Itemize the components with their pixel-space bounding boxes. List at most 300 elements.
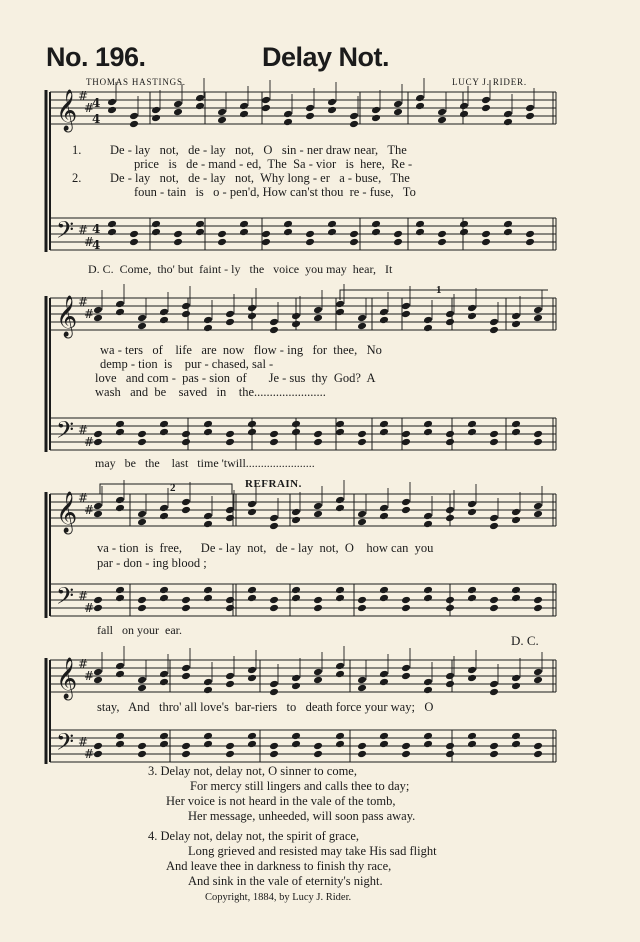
note-head bbox=[159, 586, 169, 595]
note-head bbox=[225, 672, 235, 681]
sharp-icon: # bbox=[78, 423, 89, 437]
ending-bracket bbox=[340, 290, 548, 300]
note-head bbox=[511, 420, 521, 429]
note-head bbox=[159, 678, 169, 687]
note-head bbox=[401, 438, 411, 447]
note-head bbox=[269, 742, 279, 751]
note-head bbox=[173, 100, 183, 109]
note-head bbox=[225, 438, 235, 447]
note-head bbox=[115, 496, 125, 505]
note-head bbox=[107, 98, 117, 107]
note-head bbox=[291, 740, 301, 749]
note-head bbox=[349, 230, 359, 239]
note-head bbox=[467, 674, 477, 683]
note-head bbox=[503, 118, 513, 127]
note-head bbox=[217, 108, 227, 117]
lyric-line: wa - ters of life are now flow - ing for thee, No bbox=[100, 343, 382, 357]
note-head bbox=[437, 230, 447, 239]
note-head bbox=[93, 604, 103, 613]
note-head bbox=[225, 310, 235, 319]
note-head bbox=[115, 594, 125, 603]
note-head bbox=[181, 750, 191, 759]
note-head bbox=[357, 684, 367, 693]
note-head bbox=[533, 430, 543, 439]
note-head bbox=[217, 230, 227, 239]
note-head bbox=[481, 96, 491, 105]
note-head bbox=[511, 428, 521, 437]
note-head bbox=[467, 420, 477, 429]
note-head bbox=[93, 596, 103, 605]
note-head bbox=[481, 238, 491, 247]
note-head bbox=[203, 420, 213, 429]
verse4-line: 4. Delay not, delay not, the spirit of grace, bbox=[148, 829, 360, 843]
note-head bbox=[467, 666, 477, 675]
note-head bbox=[335, 586, 345, 595]
note-head bbox=[357, 438, 367, 447]
note-head bbox=[489, 688, 499, 697]
note-head bbox=[107, 220, 117, 229]
second-ending-mark: 2 bbox=[170, 482, 176, 494]
note-head bbox=[203, 732, 213, 741]
note-head bbox=[401, 604, 411, 613]
note-head bbox=[181, 596, 191, 605]
hymn-title: Delay Not. bbox=[262, 42, 390, 72]
lyric-line: stay, And thro' all love's bar-riers to death force your way; O bbox=[97, 700, 434, 714]
note-head bbox=[511, 320, 521, 329]
note-head bbox=[401, 596, 411, 605]
time-sig-icon: 4 bbox=[92, 222, 101, 236]
note-head bbox=[401, 742, 411, 751]
note-head bbox=[159, 740, 169, 749]
note-head bbox=[217, 238, 227, 247]
note-head bbox=[445, 750, 455, 759]
note-head bbox=[467, 732, 477, 741]
note-head bbox=[181, 672, 191, 681]
note-head bbox=[489, 438, 499, 447]
note-head bbox=[313, 502, 323, 511]
note-head bbox=[203, 512, 213, 521]
note-head bbox=[181, 604, 191, 613]
note-head bbox=[313, 668, 323, 677]
note-head bbox=[181, 438, 191, 447]
note-head bbox=[247, 508, 257, 517]
note-head bbox=[445, 596, 455, 605]
note-head bbox=[261, 96, 271, 105]
note-head bbox=[269, 326, 279, 335]
note-head bbox=[401, 664, 411, 673]
note-head bbox=[357, 322, 367, 331]
note-head bbox=[115, 662, 125, 671]
note-head bbox=[401, 750, 411, 759]
note-head bbox=[313, 314, 323, 323]
note-head bbox=[401, 302, 411, 311]
note-head bbox=[489, 430, 499, 439]
note-head bbox=[511, 594, 521, 603]
note-head bbox=[137, 750, 147, 759]
note-head bbox=[181, 430, 191, 439]
note-head bbox=[379, 504, 389, 513]
note-head bbox=[379, 420, 389, 429]
note-head bbox=[525, 238, 535, 247]
verse1-number: 1. bbox=[72, 143, 82, 157]
verse4-line: Long grieved and resisted may take His sad flight bbox=[188, 844, 437, 858]
sharp-icon: # bbox=[84, 235, 95, 249]
note-head bbox=[335, 594, 345, 603]
sharp-icon: # bbox=[84, 503, 95, 517]
note-head bbox=[115, 670, 125, 679]
note-head bbox=[489, 596, 499, 605]
note-head bbox=[159, 420, 169, 429]
note-head bbox=[305, 238, 315, 247]
note-head bbox=[225, 742, 235, 751]
note-head bbox=[379, 308, 389, 317]
note-head bbox=[423, 740, 433, 749]
note-head bbox=[423, 512, 433, 521]
note-head bbox=[327, 98, 337, 107]
note-head bbox=[533, 596, 543, 605]
note-head bbox=[203, 324, 213, 333]
note-head bbox=[371, 114, 381, 123]
note-head bbox=[137, 438, 147, 447]
note-head bbox=[379, 586, 389, 595]
note-head bbox=[247, 420, 257, 429]
note-head bbox=[159, 316, 169, 325]
first-ending-mark: 1 bbox=[436, 284, 442, 296]
note-head bbox=[313, 430, 323, 439]
note-head bbox=[349, 238, 359, 247]
note-head bbox=[489, 326, 499, 335]
note-head bbox=[181, 310, 191, 319]
note-head bbox=[115, 300, 125, 309]
note-head bbox=[445, 506, 455, 515]
time-sig-icon: 4 bbox=[92, 238, 101, 252]
note-head bbox=[291, 674, 301, 683]
note-head bbox=[533, 676, 543, 685]
composer-credit: THOMAS HASTINGS. bbox=[86, 77, 186, 87]
note-head bbox=[445, 672, 455, 681]
note-head bbox=[349, 120, 359, 129]
sharp-icon: # bbox=[78, 491, 89, 505]
ending-bracket bbox=[100, 484, 232, 494]
note-head bbox=[291, 508, 301, 517]
note-head bbox=[159, 428, 169, 437]
note-head bbox=[533, 510, 543, 519]
note-head bbox=[357, 596, 367, 605]
sharp-icon: # bbox=[84, 435, 95, 449]
note-head bbox=[437, 108, 447, 117]
note-head bbox=[489, 680, 499, 689]
note-head bbox=[283, 118, 293, 127]
note-head bbox=[269, 750, 279, 759]
note-head bbox=[93, 438, 103, 447]
note-head bbox=[283, 110, 293, 119]
note-head bbox=[313, 676, 323, 685]
note-head bbox=[371, 228, 381, 237]
note-head bbox=[93, 750, 103, 759]
note-head bbox=[401, 506, 411, 515]
note-head bbox=[423, 324, 433, 333]
note-head bbox=[423, 428, 433, 437]
note-head bbox=[291, 428, 301, 437]
note-head bbox=[415, 94, 425, 103]
verse4-line: And sink in the vale of eternity's night. bbox=[188, 874, 383, 888]
note-head bbox=[225, 318, 235, 327]
note-head bbox=[467, 312, 477, 321]
note-head bbox=[313, 604, 323, 613]
dc-label: D. C. bbox=[511, 633, 539, 648]
note-head bbox=[269, 680, 279, 689]
note-head bbox=[467, 740, 477, 749]
note-head bbox=[159, 732, 169, 741]
note-head bbox=[225, 750, 235, 759]
note-head bbox=[115, 740, 125, 749]
note-head bbox=[445, 604, 455, 613]
note-head bbox=[393, 108, 403, 117]
note-head bbox=[217, 116, 227, 125]
note-head bbox=[129, 230, 139, 239]
note-head bbox=[379, 670, 389, 679]
note-head bbox=[489, 604, 499, 613]
note-head bbox=[159, 512, 169, 521]
note-head bbox=[459, 220, 469, 229]
note-head bbox=[467, 586, 477, 595]
note-head bbox=[115, 504, 125, 513]
note-head bbox=[291, 420, 301, 429]
refrain-label: REFRAIN. bbox=[245, 478, 302, 490]
author-credit: LUCY J. RIDER. bbox=[452, 77, 527, 87]
note-head bbox=[357, 742, 367, 751]
note-head bbox=[93, 676, 103, 685]
note-head bbox=[93, 502, 103, 511]
note-head bbox=[371, 220, 381, 229]
bass-clef-icon: 𝄢 bbox=[56, 216, 75, 249]
note-head bbox=[511, 682, 521, 691]
note-head bbox=[401, 430, 411, 439]
sharp-icon: # bbox=[84, 601, 95, 615]
note-head bbox=[151, 114, 161, 123]
note-head bbox=[283, 220, 293, 229]
note-head bbox=[247, 304, 257, 313]
lyric-line: foun - tain is o - pen'd, How can'st thou re - fuse, To bbox=[134, 185, 416, 199]
note-head bbox=[393, 230, 403, 239]
note-head bbox=[305, 112, 315, 121]
note-head bbox=[533, 668, 543, 677]
note-head bbox=[291, 320, 301, 329]
note-head bbox=[459, 102, 469, 111]
verse3-line: Her message, unheeded, will soon pass away. bbox=[188, 809, 416, 823]
note-head bbox=[533, 750, 543, 759]
note-head bbox=[349, 112, 359, 121]
note-head bbox=[203, 428, 213, 437]
time-sig-icon: 4 bbox=[92, 96, 101, 110]
note-head bbox=[151, 228, 161, 237]
note-head bbox=[393, 238, 403, 247]
note-head bbox=[379, 678, 389, 687]
lyric-line: De - lay not, de - lay not, Why long - er a - buse, The bbox=[110, 171, 410, 185]
note-head bbox=[533, 742, 543, 751]
note-head bbox=[225, 430, 235, 439]
note-head bbox=[203, 316, 213, 325]
note-head bbox=[335, 670, 345, 679]
note-head bbox=[357, 676, 367, 685]
note-head bbox=[379, 740, 389, 749]
note-head bbox=[423, 732, 433, 741]
note-head bbox=[511, 674, 521, 683]
note-head bbox=[159, 670, 169, 679]
note-head bbox=[371, 106, 381, 115]
note-head bbox=[511, 740, 521, 749]
sharp-icon: # bbox=[78, 657, 89, 671]
note-head bbox=[159, 308, 169, 317]
verse2-number: 2. bbox=[72, 171, 82, 185]
note-head bbox=[437, 238, 447, 247]
note-head bbox=[269, 688, 279, 697]
note-head bbox=[481, 230, 491, 239]
note-head bbox=[137, 510, 147, 519]
sharp-icon: # bbox=[78, 735, 89, 749]
note-head bbox=[335, 308, 345, 317]
note-head bbox=[335, 504, 345, 513]
note-head bbox=[327, 228, 337, 237]
note-head bbox=[137, 684, 147, 693]
note-head bbox=[511, 516, 521, 525]
note-head bbox=[247, 740, 257, 749]
note-head bbox=[489, 750, 499, 759]
note-head bbox=[335, 420, 345, 429]
note-head bbox=[291, 312, 301, 321]
note-head bbox=[181, 498, 191, 507]
note-head bbox=[503, 228, 513, 237]
note-head bbox=[445, 514, 455, 523]
sharp-icon: # bbox=[84, 669, 95, 683]
note-head bbox=[445, 318, 455, 327]
note-head bbox=[269, 318, 279, 327]
note-head bbox=[93, 306, 103, 315]
sharp-icon: # bbox=[84, 307, 95, 321]
note-head bbox=[261, 104, 271, 113]
sharp-icon: # bbox=[84, 747, 95, 761]
note-head bbox=[291, 682, 301, 691]
note-head bbox=[115, 732, 125, 741]
note-head bbox=[261, 238, 271, 247]
note-head bbox=[239, 228, 249, 237]
note-head bbox=[445, 438, 455, 447]
note-head bbox=[335, 428, 345, 437]
note-head bbox=[525, 230, 535, 239]
note-head bbox=[423, 678, 433, 687]
note-head bbox=[291, 586, 301, 595]
treble-clef-icon: 𝄞 bbox=[56, 296, 78, 337]
note-head bbox=[467, 508, 477, 517]
note-head bbox=[357, 314, 367, 323]
verse3-line: For mercy still lingers and calls thee to day; bbox=[190, 779, 410, 793]
note-head bbox=[489, 514, 499, 523]
note-head bbox=[459, 228, 469, 237]
note-head bbox=[437, 116, 447, 125]
note-head bbox=[401, 672, 411, 681]
verse3-line: Her voice is not heard in the vale of the tomb, bbox=[166, 794, 396, 808]
note-head bbox=[151, 106, 161, 115]
sharp-icon: # bbox=[78, 223, 89, 237]
note-head bbox=[401, 498, 411, 507]
note-head bbox=[203, 520, 213, 529]
note-head bbox=[511, 312, 521, 321]
note-head bbox=[445, 742, 455, 751]
note-head bbox=[335, 732, 345, 741]
note-head bbox=[93, 742, 103, 751]
note-head bbox=[305, 230, 315, 239]
note-head bbox=[533, 306, 543, 315]
note-head bbox=[445, 430, 455, 439]
note-head bbox=[467, 500, 477, 509]
note-head bbox=[511, 508, 521, 517]
note-head bbox=[467, 304, 477, 313]
note-head bbox=[379, 316, 389, 325]
note-head bbox=[173, 108, 183, 117]
note-head bbox=[181, 302, 191, 311]
copyright-notice: Copyright, 1884, by Lucy J. Rider. bbox=[205, 892, 352, 903]
note-head bbox=[291, 732, 301, 741]
note-head bbox=[203, 594, 213, 603]
note-head bbox=[195, 228, 205, 237]
note-head bbox=[137, 596, 147, 605]
note-head bbox=[379, 512, 389, 521]
note-head bbox=[335, 662, 345, 671]
note-head bbox=[335, 496, 345, 505]
note-head bbox=[181, 664, 191, 673]
note-head bbox=[357, 510, 367, 519]
note-head bbox=[247, 674, 257, 683]
note-head bbox=[357, 604, 367, 613]
note-head bbox=[203, 678, 213, 687]
note-head bbox=[423, 420, 433, 429]
note-head bbox=[137, 322, 147, 331]
note-head bbox=[525, 104, 535, 113]
lyric-line: price is de - mand - ed, The Sa - vior is here, Re - bbox=[134, 157, 413, 171]
note-head bbox=[181, 742, 191, 751]
note-head bbox=[115, 586, 125, 595]
note-head bbox=[357, 750, 367, 759]
note-head bbox=[137, 742, 147, 751]
note-head bbox=[313, 750, 323, 759]
note-head bbox=[195, 102, 205, 111]
note-head bbox=[137, 314, 147, 323]
note-head bbox=[489, 522, 499, 531]
lyric-line: demp - tion is pur - chased, sal - bbox=[100, 357, 274, 371]
note-head bbox=[283, 228, 293, 237]
note-head bbox=[247, 428, 257, 437]
note-head bbox=[503, 110, 513, 119]
note-head bbox=[357, 518, 367, 527]
note-head bbox=[533, 438, 543, 447]
note-head bbox=[137, 518, 147, 527]
note-head bbox=[379, 732, 389, 741]
note-head bbox=[137, 676, 147, 685]
note-head bbox=[415, 228, 425, 237]
dc-lyric-line: D. C. Come, tho' but faint - ly the voice you may hear, It bbox=[88, 262, 393, 276]
note-head bbox=[423, 316, 433, 325]
note-head bbox=[137, 604, 147, 613]
bass-clef-icon: 𝄢 bbox=[56, 416, 75, 449]
verse4-line: And leave thee in darkness to finish thy race, bbox=[166, 859, 392, 873]
note-head bbox=[533, 502, 543, 511]
note-head bbox=[269, 438, 279, 447]
treble-clef-icon: 𝄞 bbox=[56, 658, 78, 699]
bass-clef-icon: 𝄢 bbox=[56, 728, 75, 761]
note-head bbox=[247, 732, 257, 741]
note-head bbox=[203, 686, 213, 695]
note-head bbox=[159, 504, 169, 513]
